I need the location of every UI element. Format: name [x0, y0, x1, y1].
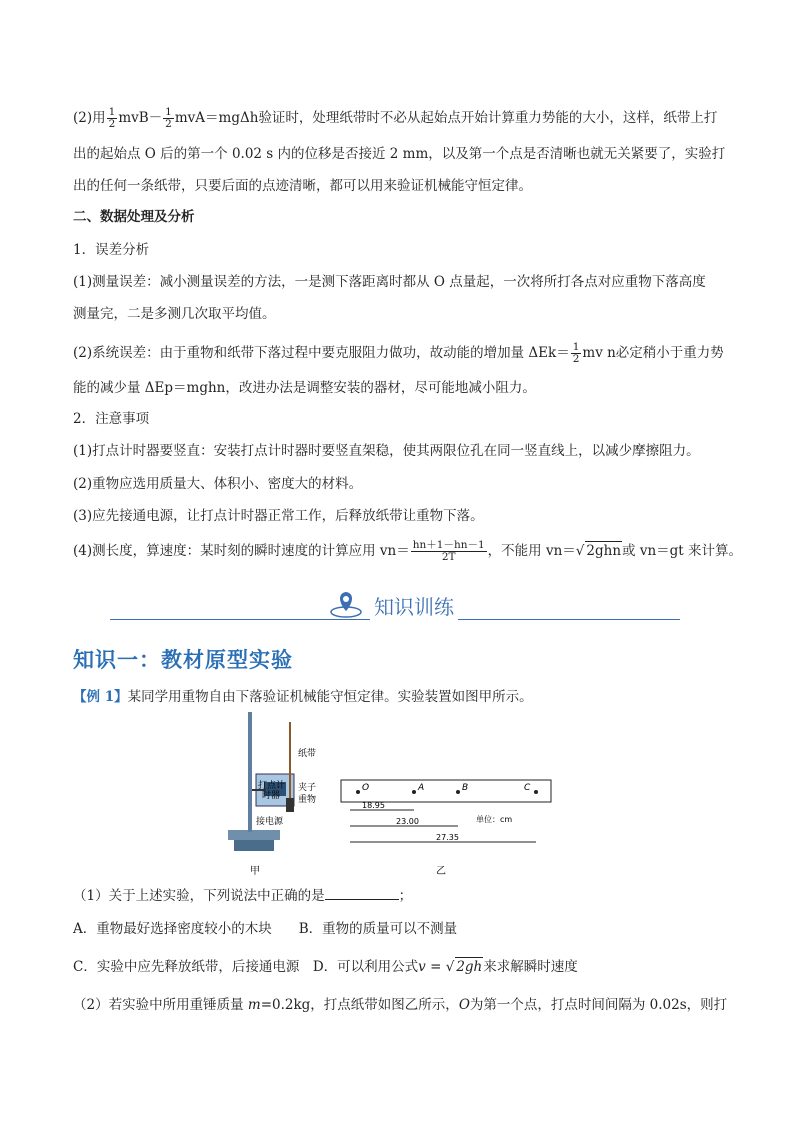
- section-title: 知识一：教材原型实验: [73, 648, 293, 672]
- dim-OB: 23.00: [396, 817, 419, 826]
- dim-OA: 18.95: [362, 801, 385, 810]
- section-banner: [110, 587, 680, 627]
- para1-line1: (2)用 $\frac{1}{2}$ mvB－ $\frac{1}{2}$ mvA＝mgΔh验证时，处理纸带时不必从起始点开始计算重力势能的大小，这样，纸带上打: [73, 106, 718, 130]
- note-2: (2)重物应选用质量大、体积小、密度大的材料。: [73, 476, 363, 492]
- apparatus-jia: [228, 712, 316, 877]
- options-CD: C．实验中应先释放纸带，后接通电源 D．可以利用公式v = √ 2gh来求解瞬时速度: [73, 959, 578, 975]
- question-1: （1）关于上述实验，下列说法中正确的是 ；: [73, 888, 413, 904]
- fraction-velocity: $\frac{hn+1-hn-1}{2T}$: [412, 539, 485, 563]
- unit-label: 单位：cm: [476, 815, 513, 824]
- label-power: 接电源: [256, 817, 284, 827]
- apparatus-figure: [226, 712, 576, 882]
- point-C: C: [524, 783, 531, 793]
- sqrt-symbol: √: [445, 959, 455, 975]
- subheading-notes: 2．注意事项: [73, 411, 150, 427]
- point-A: A: [418, 783, 425, 793]
- fraction-half: $\frac{1}{2}$: [108, 106, 116, 130]
- location-pin-icon: [328, 589, 364, 619]
- note-3: (3)应先接通电源，让打点计时器正常工作，后释放纸带让重物下落。: [73, 508, 484, 524]
- dim-OC: 27.35: [436, 833, 459, 842]
- error2-line2: 能的减少量 ΔEp＝mghn，改进办法是调整安装的器材，尽可能地减小阻力。: [73, 380, 536, 396]
- label-timer: 打点计: [258, 781, 286, 791]
- point-O: O: [362, 783, 370, 793]
- label-timer2: 时器: [262, 791, 281, 801]
- question-2: （2）若实验中所用重锤质量 m=0.2kg，打点纸带如图乙所示，O为第一个点，打点时间间隔为 0.02s，则打: [73, 997, 728, 1013]
- note-1: (1)打点计时器要竖直：安装打点计时器时要竖直架稳，使其两限位孔在同一竖直线上，以减少摩擦阻力。: [73, 443, 700, 459]
- error1-line2: 测量完，二是多测几次取平均值。: [73, 306, 276, 322]
- label-weight: 重物: [298, 795, 317, 805]
- subheading-error: 1．误差分析: [73, 242, 150, 258]
- para1-prefix: (2)用: [73, 110, 106, 126]
- para1-line3: 出的任何一条纸带，只要后面的点迹清晰，都可以用来验证机械能守恒定律。: [73, 178, 532, 194]
- para1-line2: 出的起始点 O 后的第一个 0.02 s 内的位移是否接近 2 mm，以及第一个点是否清晰也就无关紧要了，实验打: [73, 146, 726, 162]
- sqrt-symbol: √: [575, 543, 585, 559]
- paper-tape-yi: [341, 780, 551, 877]
- caption-yi: 乙: [436, 866, 446, 877]
- label-tape: 纸带: [298, 749, 317, 759]
- term-mvB: mvB: [118, 110, 149, 126]
- caption-jia: 甲: [250, 866, 260, 877]
- example-tag: 【例 1】: [73, 689, 128, 705]
- banner-title: 知识训练: [370, 591, 458, 620]
- error2-line1: (2)系统误差：由于重物和纸带下落过程中要克服阻力做功，故动能的增加量 ΔEk＝ $\frac{1}{2}$ mv n必定稍小于重力势: [73, 341, 724, 365]
- options-AB: A．重物最好选择密度较小的木块 B．重物的质量可以不测量: [73, 921, 458, 937]
- para1-suffix: 验证时，处理纸带时不必从起始点开始计算重力势能的大小，这样，纸带上打: [258, 110, 718, 126]
- label-clip: 夹子: [298, 783, 317, 793]
- point-B: B: [462, 783, 469, 793]
- term-mvA: mvA＝mgΔh: [174, 110, 259, 126]
- note-4: (4)测长度，算速度：某时刻的瞬时速度的计算应用 vn＝ $\frac{hn+1-hn-1}{2T}$ ，不能用 vn＝√ 2ghn或 vn＝gt 来计算。: [73, 539, 743, 563]
- fraction-half: $\frac{1}{2}$: [165, 106, 172, 130]
- answer-blank: [325, 887, 399, 900]
- fraction-half: $\frac{1}{2}$: [572, 341, 580, 365]
- example-1: 【例 1】某同学用重物自由下落验证机械能守恒定律。实验装置如图甲所示。: [73, 689, 533, 705]
- heading-data-analysis: 二、数据处理及分析: [73, 209, 195, 225]
- error1-line1: (1)测量误差：减小测量误差的方法，一是测下落距离时都从 O 点量起，一次将所打各点对应重物下落高度: [73, 274, 706, 290]
